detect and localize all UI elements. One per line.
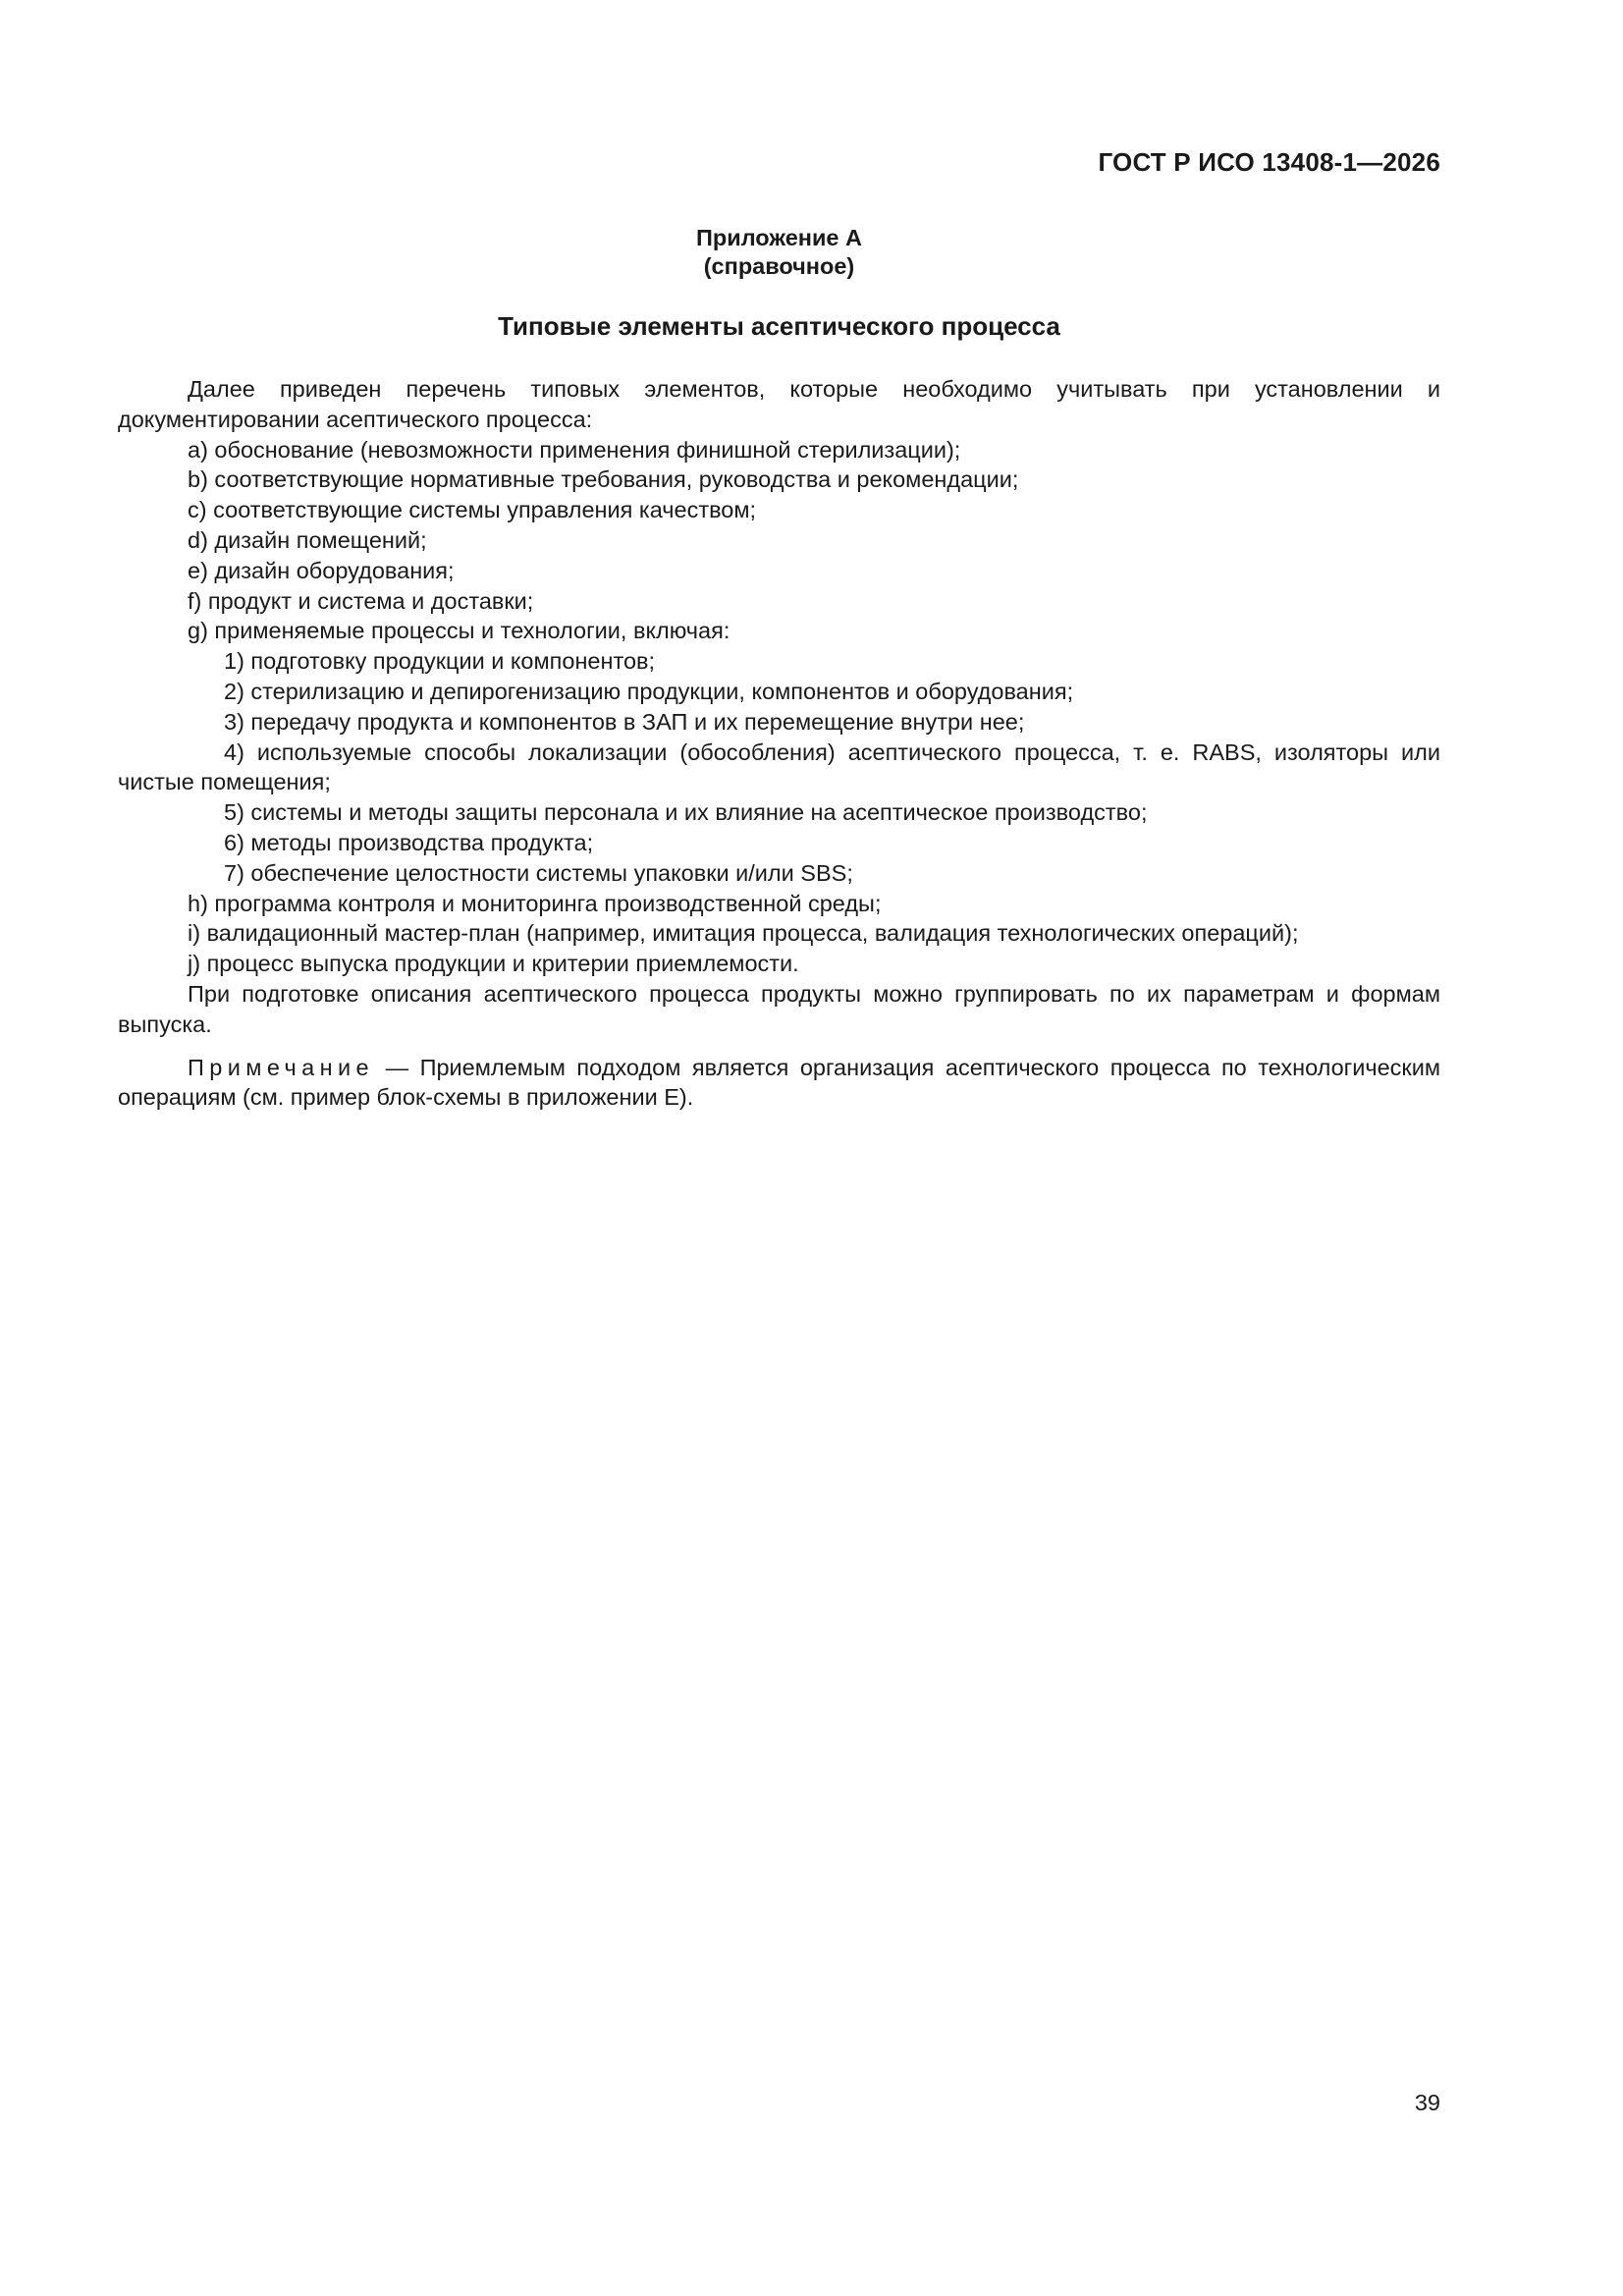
list-item-h: h) программа контроля и мониторинга производственной среды; [188,890,882,916]
list-item-f: f) продукт и система и доставки; [188,587,534,614]
annex-type: (справочное) [703,253,855,279]
list-item-e: e) дизайн оборудования; [188,557,455,583]
list-item-c: c) соответствующие системы управления качеством; [188,497,757,523]
list-item-g: g) применяемые процессы и технологии, включая: [188,618,730,644]
page-number: 39 [1414,2090,1440,2115]
sub-item-3: 3) передачу продукта и компонентов в ЗАП и их перемещение внутри нее; [224,708,1025,735]
sub-item-7: 7) обеспечение целостности системы упаковки и/или SBS; [224,859,853,886]
sub-item-6: 6) методы производства продукта; [224,829,594,855]
closing-paragraph: При подготовке описания асептического процесса продукты можно группировать по их параметрам и формам выпуска. [118,980,1440,1037]
section-title: Типовые элементы асептического процесса [498,311,1060,341]
list-item-b: b) соответствующие нормативные требования, руководства и рекомендации; [188,466,1019,493]
list-item-d: d) дизайн помещений; [188,526,427,553]
list-item-i: i) валидационный мастер-план (например, имитация процесса, валидация технологических операций); [188,920,1299,947]
list-item-j: j) процесс выпуска продукции и критерии приемлемости. [188,951,799,977]
sub-item-4: 4) используемые способы локализации (обособления) асептического процесса, т. е. RABS, изоляторы или чистые помещения; [118,738,1440,795]
list-item-a: a) обоснование (невозможности применения финишной стерилизации); [188,436,961,463]
note-label: Примечание [188,1054,375,1080]
intro-paragraph: Далее приведен перечень типовых элементов, которые необходимо учитывать при установлении и документировании асептического процесса: [118,376,1440,432]
sub-item-2: 2) стерилизацию и депирогенизацию продукции, компонентов и оборудования; [224,678,1074,704]
annex-title: Приложение А [696,225,862,250]
note-text: — Приемлемым подходом является организация асептического процесса по технологическим операциям (см. пример блок-схемы в приложении Е). [118,1054,1440,1111]
document-code: ГОСТ Р ИСО 13408-1—2026 [1098,147,1440,177]
sub-item-5: 5) системы и методы защиты персонала и их влияние на асептическое производство; [224,799,1148,826]
note-paragraph [118,1053,1440,1114]
sub-item-1: 1) подготовку продукции и компонентов; [224,648,656,675]
page-content [118,224,1440,1113]
